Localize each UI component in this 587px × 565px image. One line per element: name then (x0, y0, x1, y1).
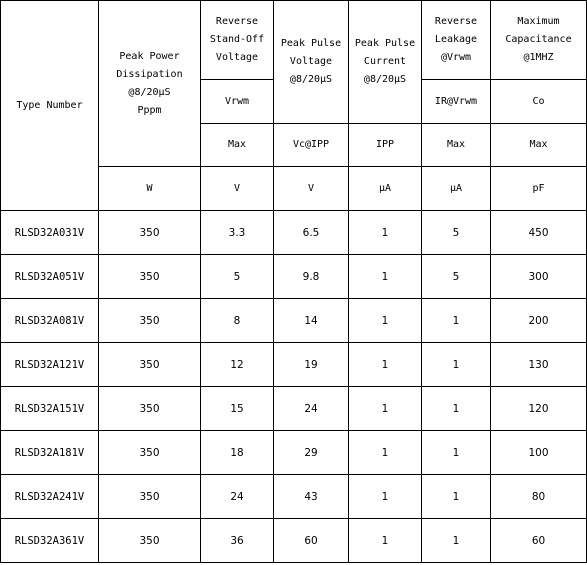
cell-vc: 24 (274, 387, 349, 431)
cell-co: 60 (491, 519, 587, 563)
cell-ir: 1 (422, 431, 491, 475)
table-row (1, 387, 587, 431)
cell-ipp: 1 (349, 431, 422, 475)
cell-ipp: 1 (349, 299, 422, 343)
cell-vrwm: 12 (201, 343, 274, 387)
cell-vc: 9.8 (274, 255, 349, 299)
cell-vrwm: 15 (201, 387, 274, 431)
unit-pppm: W (99, 167, 201, 211)
cell-ipp: 1 (349, 211, 422, 255)
cell-type-number: RLSD32A151V (1, 387, 99, 431)
symbol-co: Co (491, 80, 587, 124)
unit-co: pF (491, 167, 587, 211)
cell-pppm: 350 (99, 519, 201, 563)
limit-co: Max (491, 124, 587, 167)
cell-type-number: RLSD32A081V (1, 299, 99, 343)
symbol-ir: IR@Vrwm (422, 80, 491, 124)
cell-co: 200 (491, 299, 587, 343)
cell-pppm: 350 (99, 431, 201, 475)
header-row-titles (1, 1, 587, 80)
cell-type-number: RLSD32A361V (1, 519, 99, 563)
unit-vrwm: V (201, 167, 274, 211)
cell-type-number: RLSD32A241V (1, 475, 99, 519)
cell-vrwm: 36 (201, 519, 274, 563)
cell-co: 80 (491, 475, 587, 519)
cell-pppm: 350 (99, 299, 201, 343)
unit-vc: V (274, 167, 349, 211)
cell-pppm: 350 (99, 255, 201, 299)
cell-ir: 1 (422, 343, 491, 387)
limit-ir: Max (422, 124, 491, 167)
header-max-capacitance: Maximum Capacitance @1MHZ (491, 1, 587, 80)
header-type-number: Type Number (1, 1, 99, 211)
unit-ir: μA (422, 167, 491, 211)
cell-pppm: 350 (99, 387, 201, 431)
header-reverse-standoff: Reverse Stand-Off Voltage (201, 1, 274, 80)
cell-ir: 5 (422, 255, 491, 299)
cell-vrwm: 18 (201, 431, 274, 475)
cell-vc: 43 (274, 475, 349, 519)
cell-ipp: 1 (349, 475, 422, 519)
cell-vrwm: 8 (201, 299, 274, 343)
table-row (1, 343, 587, 387)
cell-ir: 1 (422, 387, 491, 431)
cell-co: 100 (491, 431, 587, 475)
cell-type-number: RLSD32A051V (1, 255, 99, 299)
limit-vc: Vc@IPP (274, 124, 349, 167)
cell-ir: 1 (422, 519, 491, 563)
header-peak-pulse-voltage: Peak Pulse Voltage @8/20μS (274, 1, 349, 124)
cell-ir: 1 (422, 299, 491, 343)
cell-ipp: 1 (349, 519, 422, 563)
cell-type-number: RLSD32A031V (1, 211, 99, 255)
cell-co: 130 (491, 343, 587, 387)
limit-ipp: IPP (349, 124, 422, 167)
table-row (1, 519, 587, 563)
cell-vc: 14 (274, 299, 349, 343)
table-row (1, 299, 587, 343)
cell-vc: 6.5 (274, 211, 349, 255)
cell-vc: 19 (274, 343, 349, 387)
cell-pppm: 350 (99, 211, 201, 255)
cell-vrwm: 5 (201, 255, 274, 299)
cell-type-number: RLSD32A181V (1, 431, 99, 475)
header-peak-pulse-current: Peak Pulse Current @8/20μS (349, 1, 422, 124)
cell-co: 300 (491, 255, 587, 299)
table-row (1, 255, 587, 299)
unit-ipp: μA (349, 167, 422, 211)
cell-ipp: 1 (349, 255, 422, 299)
cell-vc: 29 (274, 431, 349, 475)
header-peak-power: Peak Power Dissipation @8/20μS Pppm (99, 1, 201, 167)
cell-ipp: 1 (349, 387, 422, 431)
cell-co: 450 (491, 211, 587, 255)
cell-vrwm: 3.3 (201, 211, 274, 255)
cell-vrwm: 24 (201, 475, 274, 519)
cell-ir: 5 (422, 211, 491, 255)
cell-pppm: 350 (99, 475, 201, 519)
header-reverse-leakage: Reverse Leakage @Vrwm (422, 1, 491, 80)
limit-vrwm: Max (201, 124, 274, 167)
cell-ipp: 1 (349, 343, 422, 387)
cell-vc: 60 (274, 519, 349, 563)
symbol-vrwm: Vrwm (201, 80, 274, 124)
table-row (1, 431, 587, 475)
table-row (1, 211, 587, 255)
cell-ir: 1 (422, 475, 491, 519)
table-row (1, 475, 587, 519)
cell-co: 120 (491, 387, 587, 431)
cell-pppm: 350 (99, 343, 201, 387)
cell-type-number: RLSD32A121V (1, 343, 99, 387)
